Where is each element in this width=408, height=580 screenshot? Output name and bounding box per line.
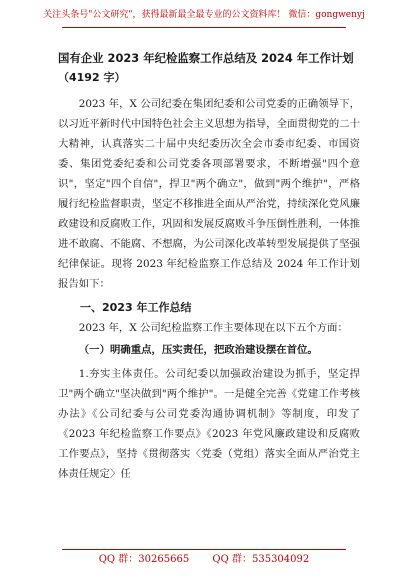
word-count: （4192 字） <box>58 71 126 84</box>
subsection-paragraph: 1.夯实主体责任。公司纪委以加强政治建设为抓手，坚定捍卫"两个确立"坚决做到"两个维护"。一是健全完善《党建工作考核办法》《公司纪委与公司党委沟通协调机制》等制度，印发了《2023 年纪检监察工作要点》《2023 年党风廉政建设和反腐败工作要点》，坚持《贯彻落实〈党委（党组）落实全面从严治党主体责任规定〉任 <box>58 368 360 480</box>
section-intro: 2023 年，X 公司纪检监察工作主要体现在以下五个方面： <box>78 322 348 334</box>
footer-rule <box>62 549 346 550</box>
footer-qq-group-1: QQ 群：30265665 <box>98 554 190 565</box>
document-title: 国有企业 2023 年纪检监察工作总结及 2024 年工作计划 <box>58 51 354 65</box>
banner-text: 关注头条号"公文研究"，获得最新最全最专业的公文资料库！ 微信：gongwenyj <box>43 10 365 20</box>
section-heading: 一、2023 年工作总结 <box>80 301 192 314</box>
footer-qq-group-2: QQ 群：535304092 <box>212 554 310 565</box>
footer <box>0 554 408 566</box>
document-body <box>58 48 360 484</box>
header-banner <box>0 9 408 21</box>
intro-paragraph: 2023 年，X 公司纪委在集团纪委和公司党委的正确领导下，以习近平新时代中国特色社会主义思想为指导，全面贯彻党的二十大精神，认真落实二十届中央纪委历次全会市委市纪委、市国资委、集团党委纪委和公司党委各项部署要求，不断增强"四个意识"，坚定"四个自信"，捍卫"两个确立"，做到"两个维护"，严格履行纪检监督职责，坚定不移推进全面从严治党，持续深化党风廉政建设和反腐败工作，巩固和发展反腐败斗争压倒性胜利，一体推进不敢腐、不能腐、不想腐，为公司深化改革转型发展提供了坚强纪律保证。现将 2023 年纪检监察工作总结及 2024 年工作计划报告如下： <box>58 98 360 290</box>
header-rule <box>62 27 346 28</box>
subsection-heading: （一）明确重点，压实责任，把政治建设摆在首位。 <box>78 344 318 356</box>
